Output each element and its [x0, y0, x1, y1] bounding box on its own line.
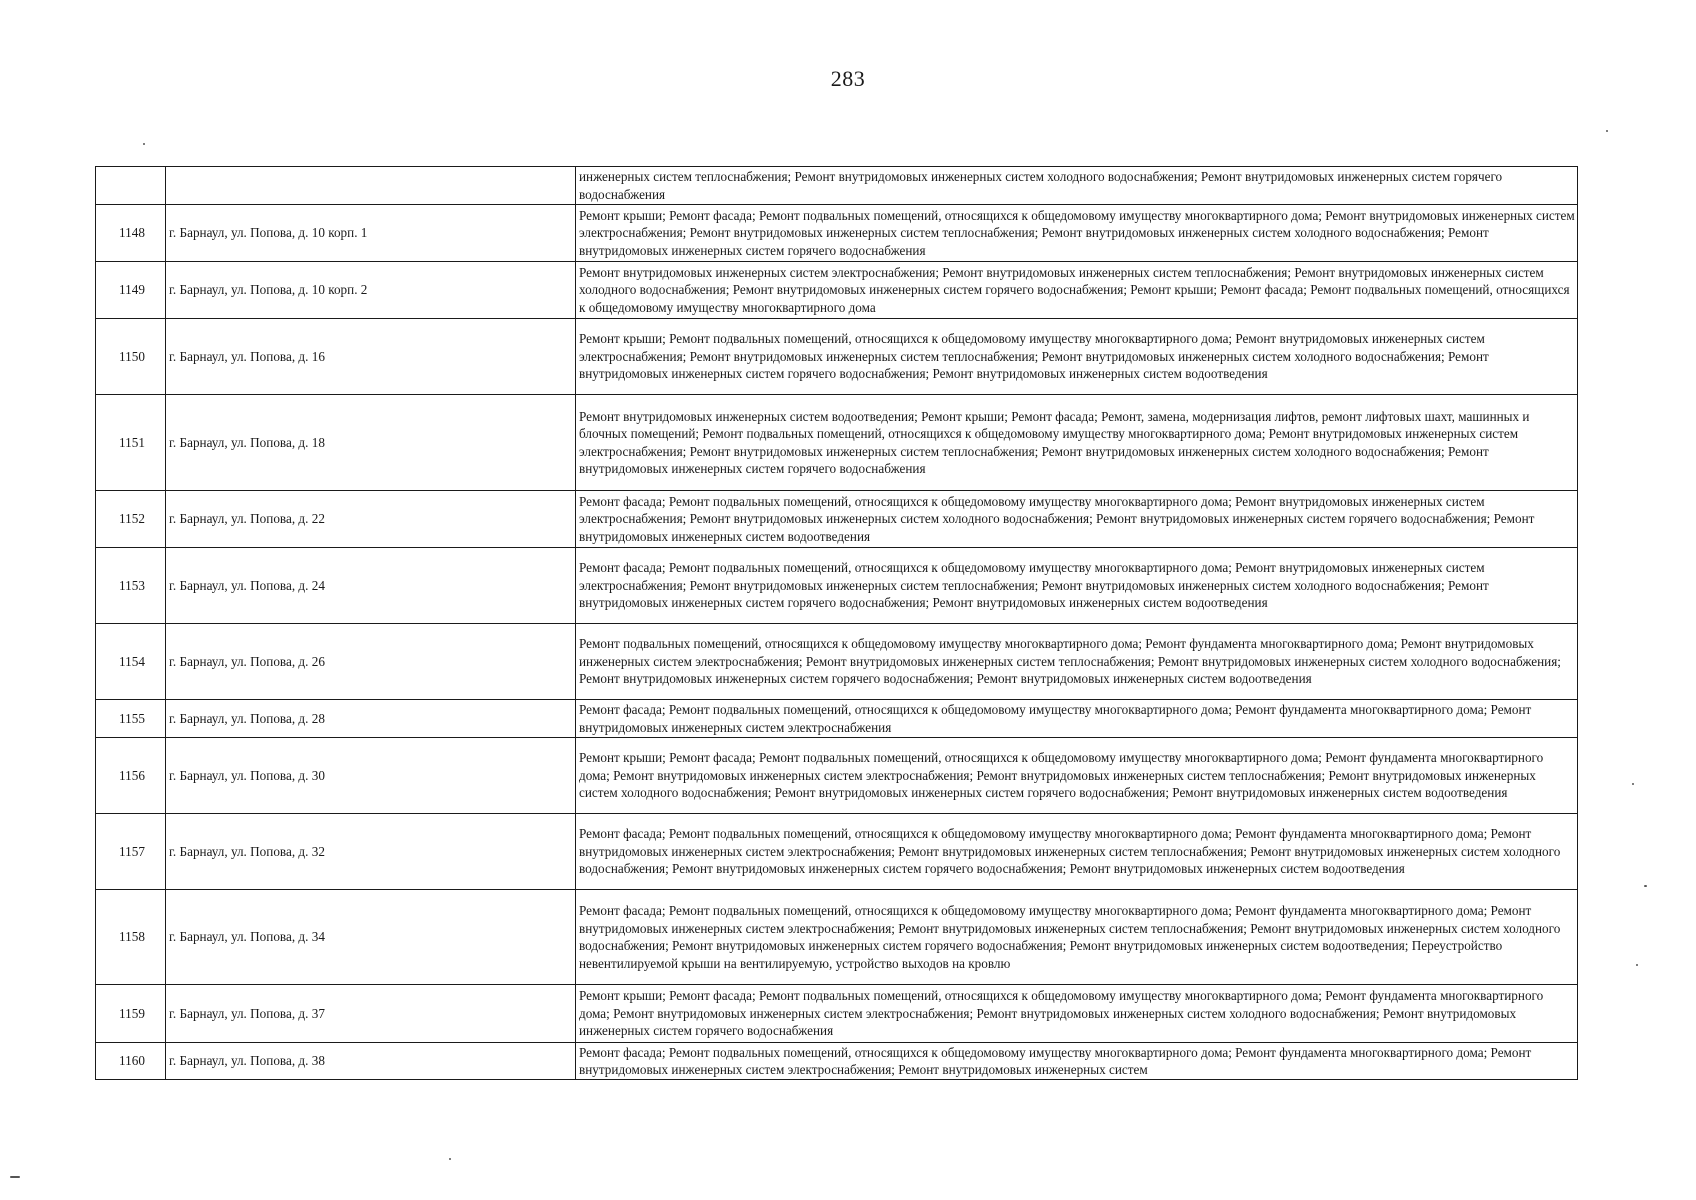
row-address: г. Барнаул, ул. Попова, д. 24	[166, 548, 576, 624]
row-number: 1159	[96, 985, 166, 1043]
row-address: г. Барнаул, ул. Попова, д. 38	[166, 1043, 576, 1080]
row-number: 1156	[96, 738, 166, 814]
table-row	[96, 167, 1578, 205]
row-works: Ремонт внутридомовых инженерных систем водоотведения; Ремонт крыши; Ремонт фасада; Ремонт, замена, модернизация лифтов, ремонт лифтовых шахт, машинных и блочных помещений; Ремонт подвальных помещений, относящихся к общедомовому имуществу многоквартирного дома; Ремонт внутридомовых инженерных систем электроснабжения; Ремонт внутридомовых инженерных систем теплоснабжения; Ремонт внутридомовых инженерных систем холодного водоснабжения; Ремонт внутридомовых инженерных систем горячего водоснабжения	[576, 395, 1578, 491]
table-row	[96, 491, 1578, 548]
row-number	[96, 167, 166, 205]
table-row	[96, 814, 1578, 890]
table-row	[96, 700, 1578, 738]
row-number: 1158	[96, 890, 166, 985]
table-row	[96, 890, 1578, 985]
row-address: г. Барнаул, ул. Попова, д. 32	[166, 814, 576, 890]
table-row	[96, 985, 1578, 1043]
row-number: 1148	[96, 205, 166, 262]
table-row	[96, 1043, 1578, 1080]
row-works: Ремонт фасада; Ремонт подвальных помещений, относящихся к общедомовому имуществу многоквартирного дома; Ремонт внутридомовых инженерных систем электроснабжения; Ремонт внутридомовых инженерных систем теплоснабжения; Ремонт внутридомовых инженерных систем холодного водоснабжения; Ремонт внутридомовых инженерных систем горячего водоснабжения; Ремонт внутридомовых инженерных систем водоотведения	[576, 548, 1578, 624]
row-number: 1152	[96, 491, 166, 548]
row-works: Ремонт крыши; Ремонт фасада; Ремонт подвальных помещений, относящихся к общедомовому имуществу многоквартирного дома; Ремонт фундамента многоквартирного дома; Ремонт внутридомовых инженерных систем электроснабжения; Ремонт внутридомовых инженерных систем теплоснабжения; Ремонт внутридомовых инженерных систем холодного водоснабжения; Ремонт внутридомовых инженерных систем горячего водоснабжения; Ремонт внутридомовых инженерных систем водоотведения	[576, 738, 1578, 814]
row-works: инженерных систем теплоснабжения; Ремонт внутридомовых инженерных систем холодного водоснабжения; Ремонт внутридомовых инженерных систем горячего водоснабжения	[576, 167, 1578, 205]
row-works: Ремонт фасада; Ремонт подвальных помещений, относящихся к общедомовому имуществу многоквартирного дома; Ремонт фундамента многоквартирного дома; Ремонт внутридомовых инженерных систем электроснабжения; Ремонт внутридомовых инженерных систем	[576, 1043, 1578, 1080]
row-address	[166, 167, 576, 205]
row-works: Ремонт внутридомовых инженерных систем электроснабжения; Ремонт внутридомовых инженерных систем теплоснабжения; Ремонт внутридомовых инженерных систем холодного водоснабжения; Ремонт внутридомовых инженерных систем горячего водоснабжения; Ремонт крыши; Ремонт фасада; Ремонт подвальных помещений, относящихся к общедомовому имуществу многоквартирного дома	[576, 262, 1578, 319]
row-address: г. Барнаул, ул. Попова, д. 10 корп. 2	[166, 262, 576, 319]
row-number: 1157	[96, 814, 166, 890]
row-address: г. Барнаул, ул. Попова, д. 34	[166, 890, 576, 985]
table-row	[96, 624, 1578, 700]
row-number: 1150	[96, 319, 166, 395]
row-works: Ремонт фасада; Ремонт подвальных помещений, относящихся к общедомовому имуществу многоквартирного дома; Ремонт фундамента многоквартирного дома; Ремонт внутридомовых инженерных систем электроснабжения; Ремонт внутридомовых инженерных систем теплоснабжения; Ремонт внутридомовых инженерных систем холодного водоснабжения; Ремонт внутридомовых инженерных систем горячего водоснабжения; Ремонт внутридомовых инженерных систем водоотведения; Переустройство невентилируемой крыши на вентилируемую, устройство выходов на кровлю	[576, 890, 1578, 985]
row-number: 1151	[96, 395, 166, 491]
row-address: г. Барнаул, ул. Попова, д. 10 корп. 1	[166, 205, 576, 262]
row-works: Ремонт фасада; Ремонт подвальных помещений, относящихся к общедомовому имуществу многоквартирного дома; Ремонт фундамента многоквартирного дома; Ремонт внутридомовых инженерных систем электроснабжения	[576, 700, 1578, 738]
table-row	[96, 319, 1578, 395]
works-table-body	[96, 167, 1578, 1080]
table-row	[96, 205, 1578, 262]
works-table	[95, 166, 1578, 1080]
row-number: 1160	[96, 1043, 166, 1080]
row-address: г. Барнаул, ул. Попова, д. 30	[166, 738, 576, 814]
row-address: г. Барнаул, ул. Попова, д. 16	[166, 319, 576, 395]
row-address: г. Барнаул, ул. Попова, д. 18	[166, 395, 576, 491]
table-row	[96, 395, 1578, 491]
row-address: г. Барнаул, ул. Попова, д. 37	[166, 985, 576, 1043]
table-row	[96, 548, 1578, 624]
row-number: 1155	[96, 700, 166, 738]
row-address: г. Барнаул, ул. Попова, д. 28	[166, 700, 576, 738]
row-works: Ремонт крыши; Ремонт фасада; Ремонт подвальных помещений, относящихся к общедомовому имуществу многоквартирного дома; Ремонт фундамента многоквартирного дома; Ремонт внутридомовых инженерных систем электроснабжения; Ремонт внутридомовых инженерных систем холодного водоснабжения; Ремонт внутридомовых инженерных систем горячего водоснабжения	[576, 985, 1578, 1043]
row-works: Ремонт крыши; Ремонт фасада; Ремонт подвальных помещений, относящихся к общедомовому имуществу многоквартирного дома; Ремонт внутридомовых инженерных систем электроснабжения; Ремонт внутридомовых инженерных систем теплоснабжения; Ремонт внутридомовых инженерных систем холодного водоснабжения; Ремонт внутридомовых инженерных систем горячего водоснабжения	[576, 205, 1578, 262]
row-address: г. Барнаул, ул. Попова, д. 22	[166, 491, 576, 548]
row-number: 1153	[96, 548, 166, 624]
table-row	[96, 262, 1578, 319]
row-address: г. Барнаул, ул. Попова, д. 26	[166, 624, 576, 700]
row-works: Ремонт фасада; Ремонт подвальных помещений, относящихся к общедомовому имуществу многоквартирного дома; Ремонт внутридомовых инженерных систем электроснабжения; Ремонт внутридомовых инженерных систем холодного водоснабжения; Ремонт внутридомовых инженерных систем горячего водоснабжения; Ремонт внутридомовых инженерных систем водоотведения	[576, 491, 1578, 548]
page-number: 283	[830, 66, 866, 91]
row-number: 1154	[96, 624, 166, 700]
row-number: 1149	[96, 262, 166, 319]
row-works: Ремонт подвальных помещений, относящихся к общедомовому имуществу многоквартирного дома; Ремонт фундамента многоквартирного дома; Ремонт внутридомовых инженерных систем электроснабжения; Ремонт внутридомовых инженерных систем теплоснабжения; Ремонт внутридомовых инженерных систем холодного водоснабжения; Ремонт внутридомовых инженерных систем горячего водоснабжения; Ремонт внутридомовых инженерных систем водоотведения	[576, 624, 1578, 700]
row-works: Ремонт фасада; Ремонт подвальных помещений, относящихся к общедомовому имуществу многоквартирного дома; Ремонт фундамента многоквартирного дома; Ремонт внутридомовых инженерных систем электроснабжения; Ремонт внутридомовых инженерных систем теплоснабжения; Ремонт внутридомовых инженерных систем холодного водоснабжения; Ремонт внутридомовых инженерных систем горячего водоснабжения; Ремонт внутридомовых инженерных систем водоотведения	[576, 814, 1578, 890]
row-works: Ремонт крыши; Ремонт подвальных помещений, относящихся к общедомовому имуществу многоквартирного дома; Ремонт внутридомовых инженерных систем электроснабжения; Ремонт внутридомовых инженерных систем теплоснабжения; Ремонт внутридомовых инженерных систем холодного водоснабжения; Ремонт внутридомовых инженерных систем горячего водоснабжения; Ремонт внутридомовых инженерных систем водоотведения	[576, 319, 1578, 395]
table-row	[96, 738, 1578, 814]
